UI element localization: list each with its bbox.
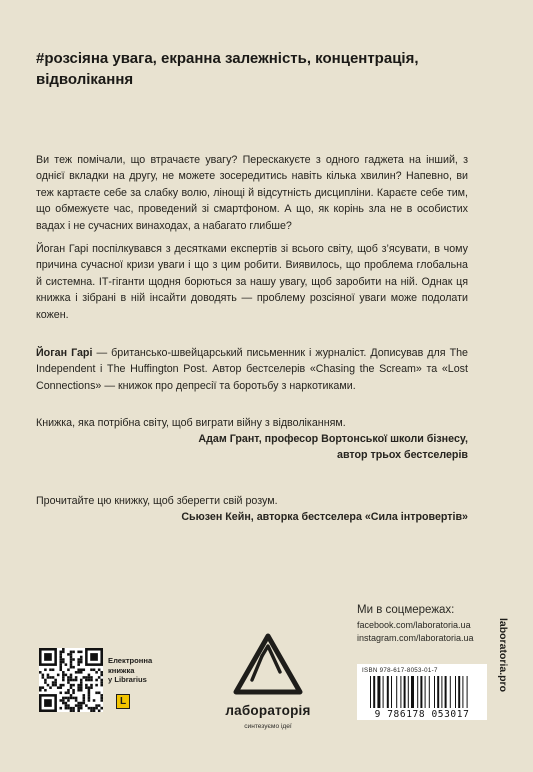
qr-code-graphic [39, 648, 103, 712]
description-paragraph-2: Йоган Гарі поспілкувався з десятками експертів зі всього світу, щоб з’ясувати, в чому причина сучасної кризи уваги і що з цим робити. Виявилось, що проблема глобальна й системна. ІТ-гіганти щодня борються за нашу увагу, щоб заробити на ній. Однак ця книжка і зібрані в ній інсайти доводять — проблему розсіяної уваги може подолати кожен. [36, 243, 468, 321]
publisher-logo-icon [232, 632, 304, 698]
qr-code[interactable] [39, 648, 103, 712]
librarius-icon: L [116, 694, 130, 709]
blurb-1 [36, 415, 468, 463]
social-links [357, 603, 487, 645]
social-heading: Ми в соцмережах: [357, 604, 455, 616]
hashtag-heading: #розсіяна увага, екранна залежність, концентрація, відволікання [36, 50, 419, 88]
isbn-text: ISBN 978-617-8053-01-7 [362, 667, 438, 674]
blurb-1-attribution-line-2: автор трьох бестселерів [337, 449, 468, 461]
ebook-line-1: Електронна [108, 656, 153, 665]
blurb-2-attribution: Сьюзен Кейн, авторка бестселера «Сила інтровертів» [181, 511, 468, 523]
ebook-line-3: у Librarius [108, 675, 147, 685]
barcode-number: 9 786178 053017 [374, 709, 470, 720]
author-bio-text: — британсько-швейцарський письменник і журналіст. Дописував для The Independent і The Huffington Post. Автор бестселерів «Chasing the Scream» та «Lost Connections» — книжок про депресії та боротьбу з наркотиками. [36, 347, 468, 392]
blurb-2 [36, 493, 468, 525]
website-vertical [490, 617, 516, 693]
author-bio [36, 345, 468, 394]
facebook-link[interactable]: facebook.com/laboratoria.ua [357, 620, 471, 630]
description-paragraph-1: Ви теж помічали, що втрачаєте увагу? Перескакуєте з одного гаджета на інший, з однієї вкладки на другу, не можете зосередитись навіть кілька хвилин? Напевно, ви теж картаєте себе за слабку волю, лінощі й відсутність дисципліни. Караєте себе тим, що обмежуєте час, проведений зі смартфоном. А що, як корінь зла не в особистих вадах і не сучасних винаходах, а набагато глибше? [36, 154, 468, 232]
barcode-icon [368, 676, 478, 708]
blurb-2-text: Прочитайте цю книжку, щоб зберегти свій розум. [36, 495, 278, 507]
publisher-name: лабораторія [225, 703, 311, 718]
ebook-line-2: книжка [108, 665, 135, 675]
blurb-1-text: Книжка, яка потрібна світу, щоб виграти війну з відволіканням. [36, 417, 346, 429]
ebook-notice [108, 656, 168, 685]
website-text[interactable]: laboratoria.pro [497, 617, 509, 693]
instagram-link[interactable]: instagram.com/laboratoria.ua [357, 633, 474, 643]
publisher-slogan: синтезуємо ідеї [244, 723, 292, 730]
author-name: Йоган Гарі [36, 347, 93, 359]
blurb-1-attribution-line-1: Адам Грант, професор Вортонської школи бізнесу, [198, 433, 468, 445]
